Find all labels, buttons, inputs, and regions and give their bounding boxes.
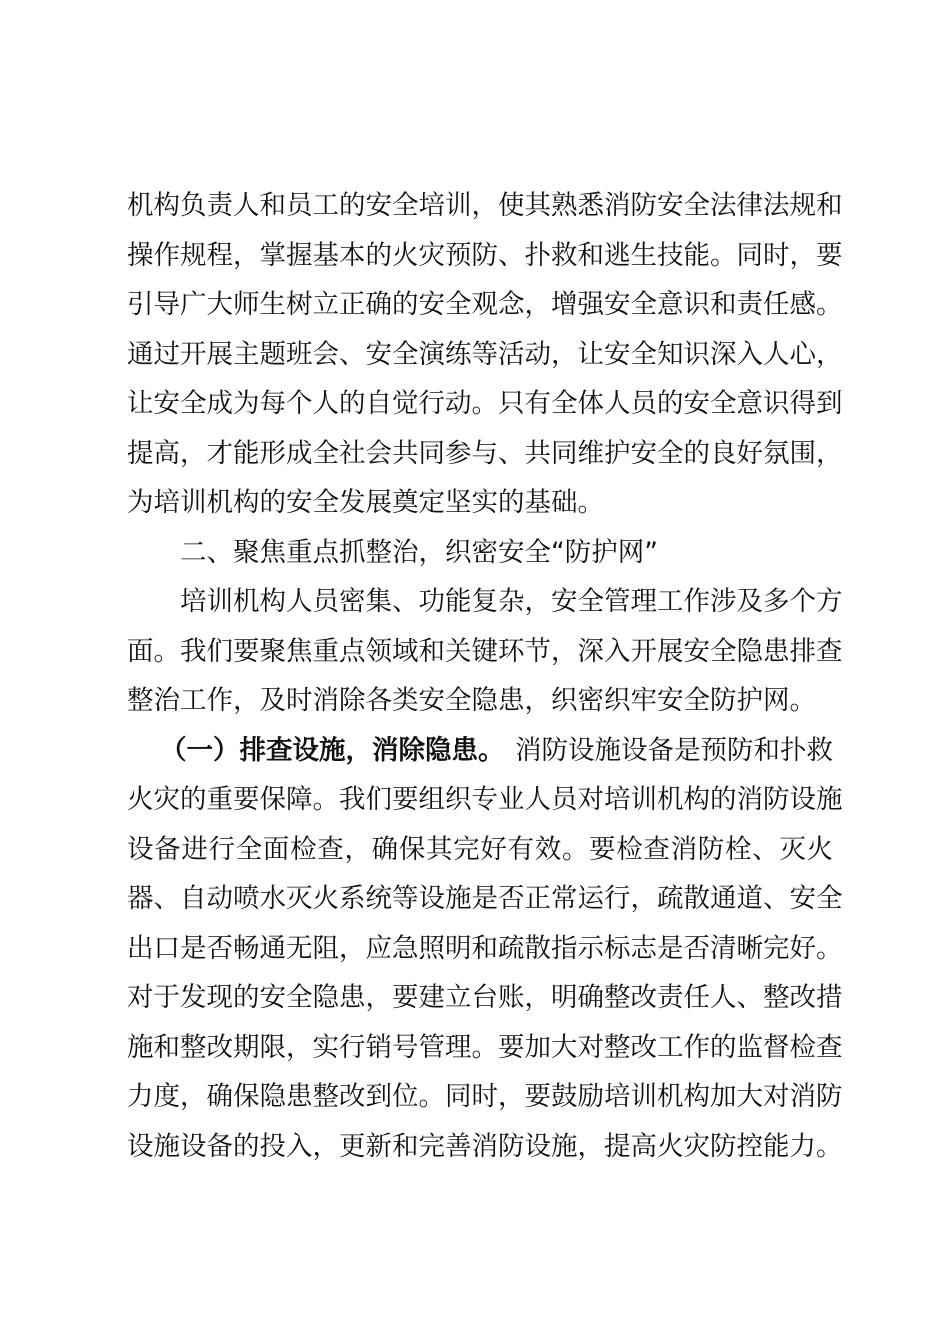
paragraph-line: 让安全成为每个人的自觉行动。只有全体人员的安全意识得到: [127, 388, 843, 419]
subsection-text: 消防设施设备是预防和扑救: [515, 735, 833, 766]
paragraph-line: 器、自动喷水灭火系统等设施是否正常运行，疏散通道、安全: [127, 883, 843, 914]
paragraph-line: 对于发现的安全隐患，要建立台账，明确整改责任人、整改措: [127, 982, 843, 1013]
paragraph-line: 力度，确保隐患整改到位。同时，要鼓励培训机构加大对消防: [127, 1081, 843, 1112]
paragraph-line: 为培训机构的安全发展奠定坚实的基础。: [127, 487, 604, 518]
paragraph-line: 面。我们要聚焦重点领域和关键环节，深入开展安全隐患排查: [127, 636, 843, 667]
section-heading: 二、聚焦重点抓整治，织密安全“防护网”: [180, 537, 658, 568]
paragraph-line: 火灾的重要保障。我们要组织专业人员对培训机构的消防设施: [127, 784, 843, 815]
paragraph-line: 通过开展主题班会、安全演练等活动，让安全知识深入人心，: [127, 339, 843, 370]
paragraph-line: 提高，才能形成全社会共同参与、共同维护安全的良好氛围，: [127, 438, 843, 469]
paragraph-line: 设备进行全面检查，确保其完好有效。要检查消防栓、灭火: [127, 834, 833, 865]
paragraph-line: 整治工作，及时消除各类安全隐患，织密织牢安全防护网。: [127, 685, 816, 716]
paragraph-line: 设施设备的投入，更新和完善消防设施，提高火灾防控能力。: [127, 1131, 843, 1162]
paragraph-line: 操作规程，掌握基本的火灾预防、扑救和逃生技能。同时，要: [127, 240, 843, 271]
subsection-heading: （一）排查设施，消除隐患。: [160, 735, 505, 766]
paragraph-line: 引导广大师生树立正确的安全观念，增强安全意识和责任感。: [127, 289, 843, 320]
paragraph-line: 出口是否畅通无阻，应急照明和疏散指示标志是否清晰完好。: [127, 933, 843, 964]
paragraph-line: 培训机构人员密集、功能复杂，安全管理工作涉及多个方: [180, 586, 843, 617]
subsection-first-line: [160, 731, 833, 771]
paragraph-line: 施和整改期限，实行销号管理。要加大对整改工作的监督检查: [127, 1032, 843, 1063]
paragraph-line: 机构负责人和员工的安全培训，使其熟悉消防安全法律法规和: [127, 190, 843, 221]
